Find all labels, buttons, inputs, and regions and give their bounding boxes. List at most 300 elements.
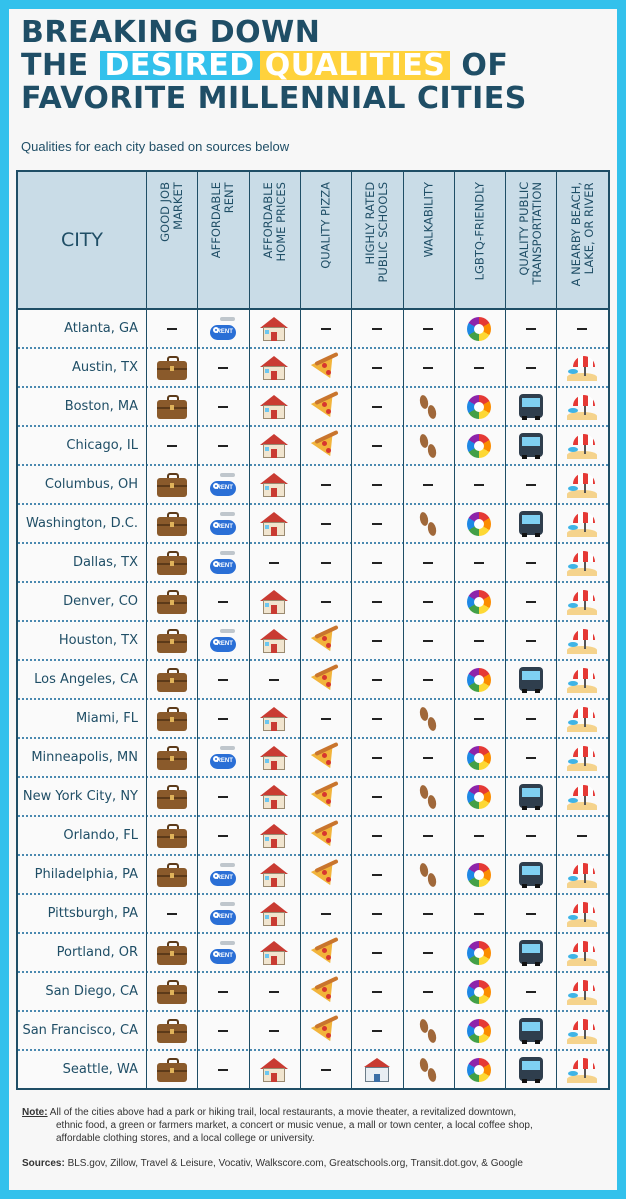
table-row	[18, 895, 608, 934]
dash-none	[474, 367, 484, 369]
sources-label: Sources:	[22, 1158, 65, 1169]
cell-beach	[556, 661, 607, 698]
beach-icon	[567, 589, 597, 615]
footprint-right	[427, 443, 438, 458]
cell-job	[146, 973, 197, 1010]
beach-wave	[568, 603, 578, 608]
house-icon	[259, 862, 289, 888]
column-header-label: QUALITY PUBLIC TRANSPORTATION	[517, 182, 545, 285]
key-shape	[220, 512, 235, 516]
cell-schools	[351, 817, 402, 854]
rainbow-center	[474, 753, 484, 763]
subtitle: Qualities for each city based on sources below	[21, 139, 290, 154]
cell-walk	[403, 310, 454, 347]
house-window	[265, 876, 269, 880]
cell-walk	[403, 778, 454, 815]
pepperoni	[326, 760, 331, 765]
cell-home	[249, 622, 300, 659]
rent-tag-icon	[208, 472, 238, 498]
dash-none	[269, 562, 279, 564]
dash-none	[218, 1069, 228, 1071]
cell-job	[146, 1012, 197, 1049]
house-icon	[259, 433, 289, 459]
pizza-icon	[311, 1018, 341, 1044]
key-shape	[220, 473, 235, 477]
house-door	[271, 449, 277, 458]
cell-rent	[197, 700, 248, 737]
city-name: Minneapolis, MN	[31, 750, 138, 765]
dash-none	[167, 913, 177, 915]
cell-schools	[351, 1051, 402, 1088]
table-row	[18, 661, 608, 700]
table-header	[18, 172, 608, 310]
beach-icon	[567, 550, 597, 576]
cell-beach	[556, 700, 607, 737]
cell-pizza	[300, 583, 351, 620]
column-header-label: A NEARBY BEACH, LAKE, OR RIVER	[568, 182, 596, 287]
cell-home	[249, 505, 300, 542]
column-header-rent	[197, 172, 248, 308]
house-door	[271, 956, 277, 965]
cell-home	[249, 895, 300, 932]
city-column-header: CITY	[60, 229, 104, 251]
city-name: Chicago, IL	[66, 438, 138, 453]
cell-lgbtq	[454, 583, 505, 620]
umbrella-pole	[584, 600, 586, 610]
briefcase-icon	[157, 979, 187, 1005]
cell-job	[146, 1051, 197, 1088]
pizza-icon	[311, 745, 341, 771]
house-window	[265, 603, 269, 607]
table-row	[18, 856, 608, 895]
umbrella-pole	[584, 990, 586, 1000]
pepperoni	[322, 675, 327, 680]
umbrella-pole	[584, 912, 586, 922]
cell-home	[249, 544, 300, 581]
umbrella-pole	[584, 483, 586, 493]
cell-rent	[197, 622, 248, 659]
beach-umbrella	[573, 980, 595, 991]
pepperoni	[322, 987, 327, 992]
house-icon	[259, 511, 289, 537]
cell-transit	[505, 622, 556, 659]
house-door	[271, 605, 277, 614]
beach-umbrella	[573, 902, 595, 913]
briefcase-clasp	[170, 795, 174, 800]
dash-none	[474, 640, 484, 642]
cell-home	[249, 388, 300, 425]
bus-wheel	[535, 689, 540, 693]
city-name: Boston, MA	[64, 399, 138, 414]
footprint-right	[427, 794, 438, 809]
house-window	[265, 798, 269, 802]
house-icon	[259, 784, 289, 810]
briefcase-clasp	[170, 834, 174, 839]
beach-wave	[568, 876, 578, 881]
umbrella-pole	[584, 522, 586, 532]
column-header-job	[146, 172, 197, 308]
briefcase-clasp	[170, 678, 174, 683]
cell-lgbtq	[454, 427, 505, 464]
dash-none	[372, 367, 382, 369]
cell-beach	[556, 622, 607, 659]
house-icon	[259, 940, 289, 966]
beach-umbrella	[573, 746, 595, 757]
cell-rent	[197, 310, 248, 347]
tag-ring	[213, 912, 219, 918]
bus-window	[522, 437, 540, 446]
umbrella-pole	[584, 678, 586, 688]
dash-none	[577, 328, 587, 330]
pepperoni	[326, 994, 331, 999]
umbrella-pole	[584, 795, 586, 805]
rainbow-center	[474, 519, 484, 529]
beach-wave	[568, 1071, 578, 1076]
pepperoni	[326, 448, 331, 453]
footprint-right	[427, 404, 438, 419]
beach-sand	[567, 802, 597, 810]
key-shape	[220, 746, 235, 750]
cell-home	[249, 856, 300, 893]
cell-schools	[351, 934, 402, 971]
rent-tag-icon	[208, 511, 238, 537]
beach-icon	[567, 979, 597, 1005]
briefcase-clasp	[170, 522, 174, 527]
table-row	[18, 1012, 608, 1051]
title-line2-pre: THE	[21, 48, 89, 83]
rainbow-icon	[464, 862, 494, 888]
cell-transit	[505, 310, 556, 347]
umbrella-pole	[584, 444, 586, 454]
cell-schools	[351, 895, 402, 932]
cell-lgbtq	[454, 661, 505, 698]
cell-schools	[351, 427, 402, 464]
city-name: Los Angeles, CA	[34, 672, 138, 687]
city-name: Pittsburgh, PA	[47, 906, 138, 921]
house-door	[271, 761, 277, 770]
bus-wheel	[535, 416, 540, 420]
tag-ring	[213, 951, 219, 957]
briefcase-clasp	[170, 639, 174, 644]
pepperoni	[322, 753, 327, 758]
house-icon	[259, 628, 289, 654]
bus-icon	[516, 1057, 546, 1083]
briefcase-icon	[157, 628, 187, 654]
dash-none	[372, 757, 382, 759]
house-door	[271, 1073, 277, 1082]
beach-sand	[567, 1036, 597, 1044]
cell-pizza	[300, 544, 351, 581]
briefcase-icon	[157, 1057, 187, 1083]
cell-pizza	[300, 856, 351, 893]
rainbow-icon	[464, 667, 494, 693]
cell-transit	[505, 700, 556, 737]
cell-rent	[197, 544, 248, 581]
rainbow-icon	[464, 784, 494, 810]
pizza-icon	[311, 823, 341, 849]
column-divider	[351, 308, 352, 1090]
rainbow-icon	[464, 940, 494, 966]
cell-rent	[197, 778, 248, 815]
rainbow-center	[474, 675, 484, 685]
cell-rent	[197, 856, 248, 893]
cell-job	[146, 349, 197, 386]
beach-sand	[567, 763, 597, 771]
pepperoni	[326, 838, 331, 843]
footprints-icon	[413, 784, 443, 810]
column-divider	[197, 308, 198, 1090]
rainbow-icon	[464, 1057, 494, 1083]
cell-rent	[197, 973, 248, 1010]
beach-sand	[567, 646, 597, 654]
pizza-icon	[311, 979, 341, 1005]
dash-none	[372, 328, 382, 330]
footprints-icon	[413, 862, 443, 888]
house-icon	[259, 355, 289, 381]
footprints-icon	[413, 1018, 443, 1044]
sources	[22, 1158, 523, 1169]
city-name: Austin, TX	[72, 360, 138, 375]
bus-wheel	[522, 455, 527, 459]
note	[22, 1106, 602, 1145]
column-header-label: GOOD JOB MARKET	[158, 182, 186, 242]
rainbow-center	[474, 987, 484, 997]
rainbow-center	[474, 402, 484, 412]
footprint-right	[427, 872, 438, 887]
house-icon	[259, 589, 289, 615]
rainbow-icon	[464, 745, 494, 771]
cell-transit	[505, 1051, 556, 1088]
cell-schools	[351, 622, 402, 659]
table-row	[18, 778, 608, 817]
column-header-label: LGBTQ-FRIENDLY	[472, 182, 487, 281]
note-label: Note:	[22, 1107, 48, 1118]
rent-tag-body: RENT	[210, 910, 236, 925]
rainbow-center	[474, 324, 484, 334]
city-name: Houston, TX	[58, 633, 138, 648]
cell-lgbtq	[454, 739, 505, 776]
house-door	[271, 839, 277, 848]
beach-umbrella	[573, 941, 595, 952]
column-header-schools	[351, 172, 402, 308]
cell-job	[146, 778, 197, 815]
dash-none	[372, 406, 382, 408]
dash-none	[372, 718, 382, 720]
cell-schools	[351, 739, 402, 776]
cell-schools	[351, 466, 402, 503]
cell-home	[249, 700, 300, 737]
cell-beach	[556, 583, 607, 620]
pepperoni	[322, 831, 327, 836]
dash-none	[423, 952, 433, 954]
dash-none	[372, 679, 382, 681]
cell-beach	[556, 310, 607, 347]
dash-none	[218, 367, 228, 369]
beach-sand	[567, 958, 597, 966]
cell-schools	[351, 505, 402, 542]
rainbow-center	[474, 792, 484, 802]
cell-home	[249, 934, 300, 971]
cell-beach	[556, 778, 607, 815]
house-door	[271, 917, 277, 926]
note-line1: All of the cities above had a park or hiking trail, local restaurants, a movie theater, a revitalized downtown,	[49, 1107, 517, 1118]
cell-job	[146, 739, 197, 776]
tag-ring	[213, 756, 219, 762]
beach-sand	[567, 490, 597, 498]
cell-schools	[351, 973, 402, 1010]
cell-schools	[351, 388, 402, 425]
cell-walk	[403, 934, 454, 971]
house-door	[271, 332, 277, 341]
bus-icon	[516, 862, 546, 888]
cell-schools	[351, 700, 402, 737]
bus-wheel	[522, 884, 527, 888]
cell-pizza	[300, 505, 351, 542]
rainbow-icon	[464, 979, 494, 1005]
dash-none	[321, 328, 331, 330]
beach-wave	[568, 798, 578, 803]
cell-walk	[403, 817, 454, 854]
rent-tag-body: RENT	[210, 754, 236, 769]
pepperoni	[322, 1026, 327, 1031]
bus-wheel	[535, 806, 540, 810]
cell-rent	[197, 349, 248, 386]
cell-lgbtq	[454, 778, 505, 815]
beach-sand	[567, 880, 597, 888]
beach-icon	[567, 628, 597, 654]
city-name: Philadelphia, PA	[34, 867, 138, 882]
beach-icon	[567, 862, 597, 888]
dash-none	[372, 523, 382, 525]
cell-walk	[403, 583, 454, 620]
beach-umbrella	[573, 668, 595, 679]
dash-none	[372, 562, 382, 564]
umbrella-pole	[584, 366, 586, 376]
dash-none	[526, 328, 536, 330]
cell-beach	[556, 388, 607, 425]
rainbow-center	[474, 948, 484, 958]
table-row	[18, 934, 608, 973]
beach-sand	[567, 373, 597, 381]
briefcase-clasp	[170, 483, 174, 488]
cell-walk	[403, 700, 454, 737]
rainbow-center	[474, 441, 484, 451]
dash-none	[526, 718, 536, 720]
cell-lgbtq	[454, 349, 505, 386]
city-name: San Francisco, CA	[22, 1023, 138, 1038]
cell-transit	[505, 388, 556, 425]
house-door	[271, 410, 277, 419]
city-name: Dallas, TX	[72, 555, 138, 570]
dash-none	[321, 913, 331, 915]
key-shape	[220, 629, 235, 633]
umbrella-pole	[584, 717, 586, 727]
cell-pizza	[300, 622, 351, 659]
pepperoni	[326, 1033, 331, 1038]
cell-walk	[403, 388, 454, 425]
cell-job	[146, 427, 197, 464]
beach-umbrella	[573, 590, 595, 601]
cell-home	[249, 427, 300, 464]
cell-schools	[351, 544, 402, 581]
city-name: New York City, NY	[22, 789, 138, 804]
rainbow-icon	[464, 511, 494, 537]
pepperoni	[322, 636, 327, 641]
rainbow-center	[474, 597, 484, 607]
beach-wave	[568, 525, 578, 530]
dash-none	[423, 835, 433, 837]
cell-job	[146, 388, 197, 425]
cell-beach	[556, 544, 607, 581]
cell-job	[146, 934, 197, 971]
cell-home	[249, 778, 300, 815]
cell-pizza	[300, 817, 351, 854]
pepperoni	[326, 682, 331, 687]
cell-pizza	[300, 778, 351, 815]
cell-transit	[505, 778, 556, 815]
beach-umbrella	[573, 629, 595, 640]
dash-none	[474, 913, 484, 915]
beach-sand	[567, 919, 597, 927]
note-line3: affordable clothing stores, and a local college or university.	[56, 1133, 315, 1144]
beach-wave	[568, 408, 578, 413]
cell-job	[146, 895, 197, 932]
house-window	[265, 759, 269, 763]
dash-none	[218, 445, 228, 447]
dash-none	[372, 913, 382, 915]
table-row	[18, 505, 608, 544]
house-icon	[259, 823, 289, 849]
tag-ring	[213, 561, 219, 567]
briefcase-clasp	[170, 366, 174, 371]
bus-wheel	[522, 1079, 527, 1083]
beach-wave	[568, 915, 578, 920]
house-window	[265, 954, 269, 958]
cell-walk	[403, 466, 454, 503]
pizza-icon	[311, 355, 341, 381]
pepperoni	[326, 799, 331, 804]
title-line1: BREAKING DOWN	[21, 15, 321, 50]
cell-home	[249, 817, 300, 854]
rainbow-icon	[464, 1018, 494, 1044]
cell-schools	[351, 661, 402, 698]
title-line3: FAVORITE MILLENNIAL CITIES	[21, 81, 527, 116]
dash-none	[218, 991, 228, 993]
house-window	[265, 915, 269, 919]
key-shape	[220, 317, 235, 321]
dash-none	[321, 484, 331, 486]
cell-rent	[197, 661, 248, 698]
dash-none	[372, 1030, 382, 1032]
house-icon	[259, 901, 289, 927]
briefcase-icon	[157, 862, 187, 888]
cell-transit	[505, 934, 556, 971]
beach-sand	[567, 607, 597, 615]
cell-pizza	[300, 1012, 351, 1049]
cell-walk	[403, 349, 454, 386]
dash-none	[526, 562, 536, 564]
column-header-lgbtq	[454, 172, 505, 308]
cell-rent	[197, 934, 248, 971]
house-door	[271, 644, 277, 653]
cell-lgbtq	[454, 622, 505, 659]
cell-beach	[556, 1051, 607, 1088]
column-divider	[505, 308, 506, 1090]
briefcase-icon	[157, 472, 187, 498]
table-row	[18, 349, 608, 388]
umbrella-pole	[584, 405, 586, 415]
dash-none	[474, 484, 484, 486]
